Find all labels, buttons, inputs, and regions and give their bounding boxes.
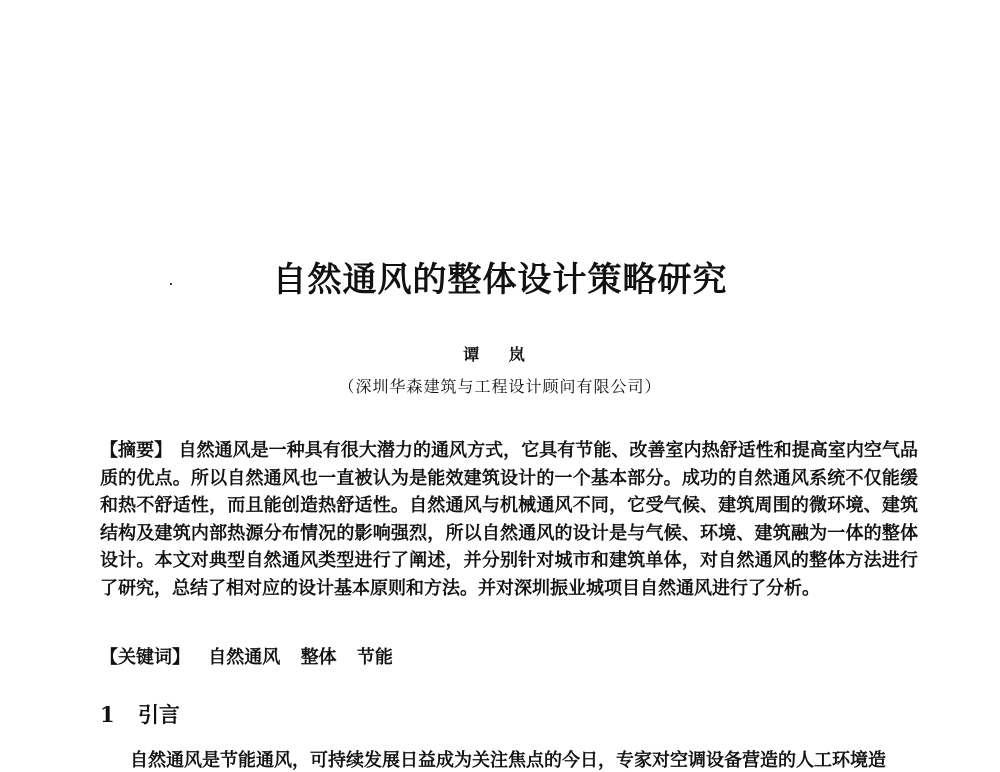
abstract-label: 【摘要】 bbox=[100, 440, 173, 461]
keyword-item: 节能 bbox=[356, 647, 393, 668]
keyword-item: 自然通风 bbox=[208, 647, 281, 668]
abstract-block bbox=[100, 437, 918, 602]
paper-title: 自然通风的整体设计策略研究 bbox=[272, 260, 728, 300]
keyword-item: 整体 bbox=[300, 647, 337, 668]
abstract-text: 自然通风是一种具有很大潜力的通风方式，它具有节能、改善室内热舒适性和提高室内空气品质的优点。所以自然通风也一直被认为是能效建筑设计的一个基本部分。成功的自然通风系统不仅能缓和热不舒适性，而且能创造热舒适性。自然通风与机械通风不同，它受气候、建筑周围的微环境、建筑结构及建筑内部热源分布情况的影响强烈，所以自然通风的设计是与气候、环境、建筑融为一体的整体设计。本文对典型自然通风类型进行了阐述，并分别针对城市和建筑单体，对自然通风的整体方法进行了研究，总结了相对应的设计基本原则和方法。并对深圳振业城项目自然通风进行了分析。 bbox=[100, 440, 918, 599]
author-affiliation: （深圳华森建筑与工程设计顾问有限公司） bbox=[338, 377, 662, 396]
body-text-partial-line: 自然通风是节能通风，可持续发展日益成为关注焦点的今日，专家对空调设备营造的人工环境造 bbox=[130, 750, 886, 771]
section-title: 引言 bbox=[137, 702, 180, 727]
section-heading bbox=[100, 699, 180, 729]
section-number: 1 bbox=[100, 702, 115, 727]
keywords-label: 【关键词】 bbox=[100, 647, 190, 668]
keywords-block bbox=[100, 643, 407, 669]
author-name: 谭 岚 bbox=[463, 345, 537, 364]
